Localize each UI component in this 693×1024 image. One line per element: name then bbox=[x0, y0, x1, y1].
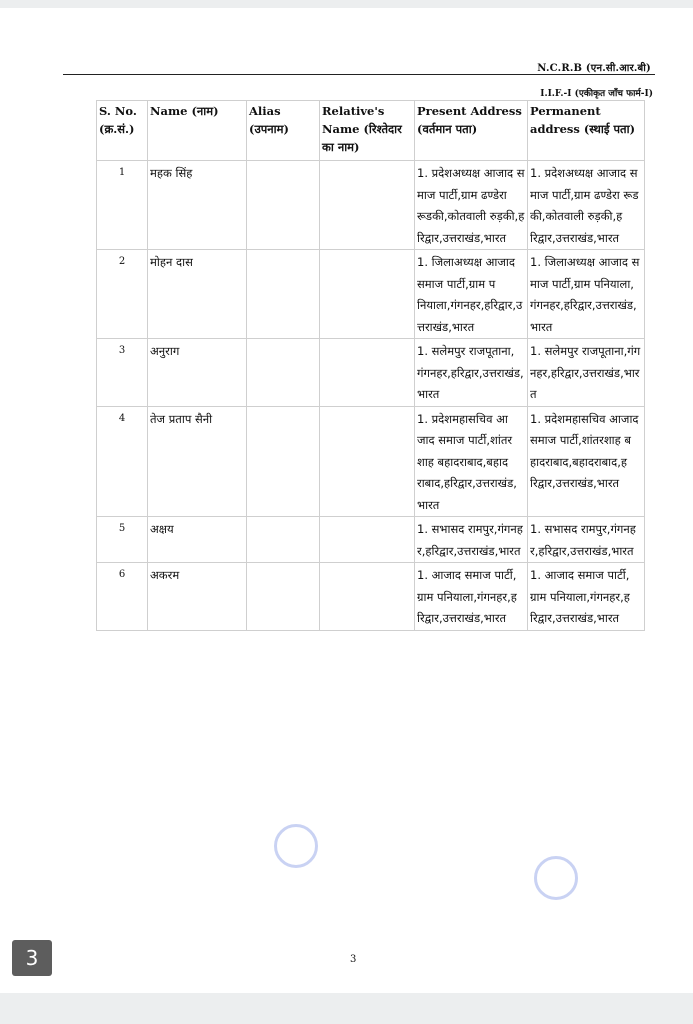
col-header-present-address: Present Address (वर्तमान पता) bbox=[415, 101, 528, 161]
form-code: I.I.F.-I (एकीकृत जाँच फार्म-I) bbox=[540, 89, 653, 99]
floating-circle-icon[interactable] bbox=[274, 824, 318, 868]
cell-sno: 3 bbox=[97, 339, 148, 407]
cell-sno: 2 bbox=[97, 250, 148, 339]
cell-present-address: 1. सलेमपुर राजपूताना,गंगनहर,हरिद्वार,उत्तराखंड,भारत bbox=[415, 339, 528, 407]
cell-name: अनुराग bbox=[148, 339, 247, 407]
cell-present-address: 1. प्रदेशअध्यक्ष आजाद समाज पार्टी,ग्राम ढण्डेरा रूडकी,कोतवाली रुड़की,हरिद्वार,उत्तराखंड,भारत bbox=[415, 161, 528, 250]
page-number: 3 bbox=[350, 954, 357, 965]
col-header-permanent-address: Permanent address (स्थाई पता) bbox=[528, 101, 645, 161]
cell-permanent-address: 1. सभासद रामपुर,गंगनहर,हरिद्वार,उत्तराखंड,भारत bbox=[528, 517, 645, 563]
org-header: N.C.R.B (एन.सी.आर.बी) bbox=[537, 63, 651, 74]
cell-alias bbox=[247, 161, 320, 250]
cell-relative bbox=[320, 563, 415, 631]
table-row bbox=[97, 517, 645, 563]
accused-table bbox=[96, 100, 645, 631]
cell-name: अकरम bbox=[148, 563, 247, 631]
document-page bbox=[0, 8, 693, 993]
cell-name: महक सिंह bbox=[148, 161, 247, 250]
cell-present-address: 1. आजाद समाज पार्टी,ग्राम पनियाला,गंगनहर,हरिद्वार,उत्तराखंड,भारत bbox=[415, 563, 528, 631]
col-header-name: Name (नाम) bbox=[148, 101, 247, 161]
cell-sno: 5 bbox=[97, 517, 148, 563]
page-indicator-badge[interactable]: 3 bbox=[12, 940, 52, 976]
header-rule bbox=[63, 74, 655, 75]
col-header-relative: Relative's Name (रिश्तेदार का नाम) bbox=[320, 101, 415, 161]
cell-alias bbox=[247, 563, 320, 631]
cell-relative bbox=[320, 517, 415, 563]
cell-alias bbox=[247, 406, 320, 517]
cell-permanent-address: 1. प्रदेशमहासचिव आजाद समाज पार्टी,शांतरशाह बहादराबाद,बहादराबाद,हरिद्वार,उत्तराखंड,भारत bbox=[528, 406, 645, 517]
table-row bbox=[97, 406, 645, 517]
cell-permanent-address: 1. आजाद समाज पार्टी,ग्राम पनियाला,गंगनहर,हरिद्वार,उत्तराखंड,भारत bbox=[528, 563, 645, 631]
cell-name: अक्षय bbox=[148, 517, 247, 563]
cell-present-address: 1. जिलाअध्यक्ष आजाद समाज पार्टी,ग्राम पनियाला,गंगनहर,हरिद्वार,उत्तराखंड,भारत bbox=[415, 250, 528, 339]
cell-alias bbox=[247, 339, 320, 407]
cell-sno: 6 bbox=[97, 563, 148, 631]
cell-relative bbox=[320, 339, 415, 407]
cell-relative bbox=[320, 161, 415, 250]
col-header-alias: Alias (उपनाम) bbox=[247, 101, 320, 161]
table-header-row bbox=[97, 101, 645, 161]
floating-circle-icon[interactable] bbox=[534, 856, 578, 900]
cell-sno: 4 bbox=[97, 406, 148, 517]
col-header-sno: S. No. (क्र.सं.) bbox=[97, 101, 148, 161]
table-row bbox=[97, 563, 645, 631]
table-row bbox=[97, 250, 645, 339]
cell-sno: 1 bbox=[97, 161, 148, 250]
table-row bbox=[97, 161, 645, 250]
cell-name: मोहन दास bbox=[148, 250, 247, 339]
cell-permanent-address: 1. जिलाअध्यक्ष आजाद समाज पार्टी,ग्राम पनियाला,गंगनहर,हरिद्वार,उत्तराखंड,भारत bbox=[528, 250, 645, 339]
cell-relative bbox=[320, 250, 415, 339]
cell-name: तेज प्रताप सैनी bbox=[148, 406, 247, 517]
cell-present-address: 1. सभासद रामपुर,गंगनहर,हरिद्वार,उत्तराखंड,भारत bbox=[415, 517, 528, 563]
cell-alias bbox=[247, 517, 320, 563]
cell-relative bbox=[320, 406, 415, 517]
cell-permanent-address: 1. प्रदेशअध्यक्ष आजाद समाज पार्टी,ग्राम ढण्डेरा रूडकी,कोतवाली रुड़की,हरिद्वार,उत्तराखंड,भारत bbox=[528, 161, 645, 250]
cell-permanent-address: 1. सलेमपुर राजपूताना,गंगनहर,हरिद्वार,उत्तराखंड,भारत bbox=[528, 339, 645, 407]
cell-present-address: 1. प्रदेशमहासचिव आजाद समाज पार्टी,शांतरशाह बहादराबाद,बहादराबाद,हरिद्वार,उत्तराखंड,भारत bbox=[415, 406, 528, 517]
table-row bbox=[97, 339, 645, 407]
cell-alias bbox=[247, 250, 320, 339]
